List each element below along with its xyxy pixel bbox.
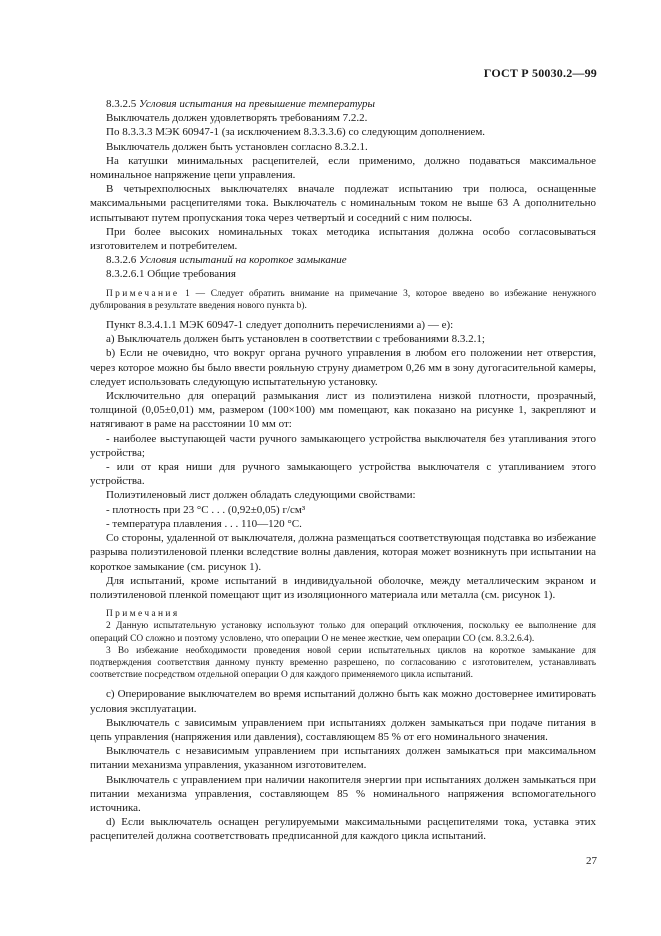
note-1: Примечание 1 — Следует обратить внимание на примечание 3, которое введено во избежание ненужного дублирования в результате введения нового пункта b). — [90, 288, 597, 311]
dash-item: - или от края ниши для ручного замыкающего устройства выключателя с утапливанием этого устройства. — [90, 461, 596, 488]
note-2: 2 Данную испытательную установку используют только для операций отключения, поскольку ее выполнение для операций СО сложно и поэтому условлено, что операции О не менее жесткие, чем операции СО (см. 8.3.2.6.4). — [90, 621, 596, 644]
paragraph: По 8.3.3.3 МЭК 60947-1 (за исключением 8.3.3.3.6) со следующим дополнением. — [106, 126, 486, 139]
list-item-b: b) Если не очевидно, что вокруг органа ручного управления в любом его положении нет отверстия, через которое можно бы было ввести рояльную струну диаметром 0,26 мм в зону дугогасительной камеры, следует использовать следующую испытательную установку. — [90, 347, 596, 388]
paragraph: На катушки минимальных расцепителей, если применимо, должно подаваться максимальное номинальное напряжение цепи управления. — [90, 154, 596, 182]
paragraph: Пункт 8.3.4.1.1 МЭК 60947-1 следует дополнить перечислениями а) — е): — [106, 319, 454, 332]
document-header: ГОСТ Р 50030.2—99 — [483, 66, 597, 80]
page-number: 27 — [586, 855, 597, 867]
paragraph: Для испытаний, кроме испытаний в индивидуальной оболочке, между металлическим экраном и полиэтиленовой пленкой помещают щит из изоляционного материала или металла (см. рисунок 1). — [90, 574, 596, 601]
paragraph: Выключатель должен удовлетворять требованиям 7.2.2. — [106, 112, 368, 125]
paragraph: Выключатель с независимым управлением при испытаниях должен замыкаться при максимальном питании механизма управления, указанном изготовителем. — [90, 745, 596, 772]
subsection-heading: 8.3.2.6.1 Общие требования — [106, 268, 236, 281]
list-item-c: с) Оперирование выключателем во время испытаний должно быть как можно достовернее имитировать условия эксплуатации. — [90, 688, 596, 715]
paragraph: Со стороны, удаленной от выключателя, должна размещаться соответствующая подставка во избежание разрыва полиэтиленовой пленки вследствие волны давления, которая может возникнуть при испытании на короткое замыкание (см. рисунок 1). — [90, 532, 596, 573]
paragraph: Полиэтиленовый лист должен обладать следующими свойствами: — [106, 489, 416, 502]
note-3: 3 Во избежание необходимости проведения новой серии испытательных циклов на короткое замыкание для подтверждения соответствия данному пункту временно разрешено, по согласованию с изготовителем, устанавливать соответствие посредством отдельной операции О для каждого применяемого цикла испытаний. — [90, 645, 596, 681]
paragraph: При более высоких номинальных токах методика испытания должна особо согласовываться изготовителем и потребителем. — [90, 225, 596, 253]
section-heading-8-3-2-5: 8.3.2.5 Условия испытания на превышение температуры — [106, 98, 375, 110]
dash-item: - наиболее выступающей части ручного замыкающего устройства выключателя без утапливания этого устройства; — [90, 432, 596, 459]
paragraph: Выключатель должен быть установлен согласно 8.3.2.1. — [106, 140, 368, 153]
paragraph: Выключатель с зависимым управлением при испытаниях должен замыкаться при подаче питания в цепь управления (напряжения или давления), составляющем 85 % от его номинального значения. — [90, 716, 596, 743]
list-item-a: а) Выключатель должен быть установлен в соответствии с требованиями 8.3.2.1; — [106, 333, 485, 346]
property-density: - плотность при 23 °С . . . (0,92±0,05) г/см³ — [106, 503, 306, 516]
paragraph: В четырехполюсных выключателях вначале подлежат испытанию три полюса, оснащенные максимальными расцепителями тока. Выключатель с номинальным током не выше 63 А дополнительно испытывают путем пропускания тока через четвертый и соседний с ним полюсы. — [90, 183, 596, 224]
list-item-d: d) Если выключатель оснащен регулируемыми максимальными расцепителями тока, уставка этих расцепителей должна соответствовать предписанной для каждого цикла испытаний. — [90, 816, 596, 843]
section-heading-8-3-2-6: 8.3.2.6 Условия испытаний на короткое замыкание — [106, 254, 347, 267]
property-melting-point: - температура плавления . . . 110—120 °С. — [106, 517, 302, 530]
paragraph: Выключатель с управлением при наличии накопителя энергии при испытаниях должен замыкаться при питании механизма управления, составляющем 85 % номинального напряжения вспомогательного источника. — [90, 773, 596, 814]
paragraph: Исключительно для операций размыкания лист из полиэтилена низкой плотности, прозрачный, толщиной (0,05±0,01) мм, размером (100×100) мм помещают, как показано на рисунке 1, закрепляют и натягивают в раме на расстоянии 10 мм от: — [90, 390, 596, 431]
document-body — [90, 97, 596, 844]
notes-label: Примечания — [106, 609, 180, 620]
